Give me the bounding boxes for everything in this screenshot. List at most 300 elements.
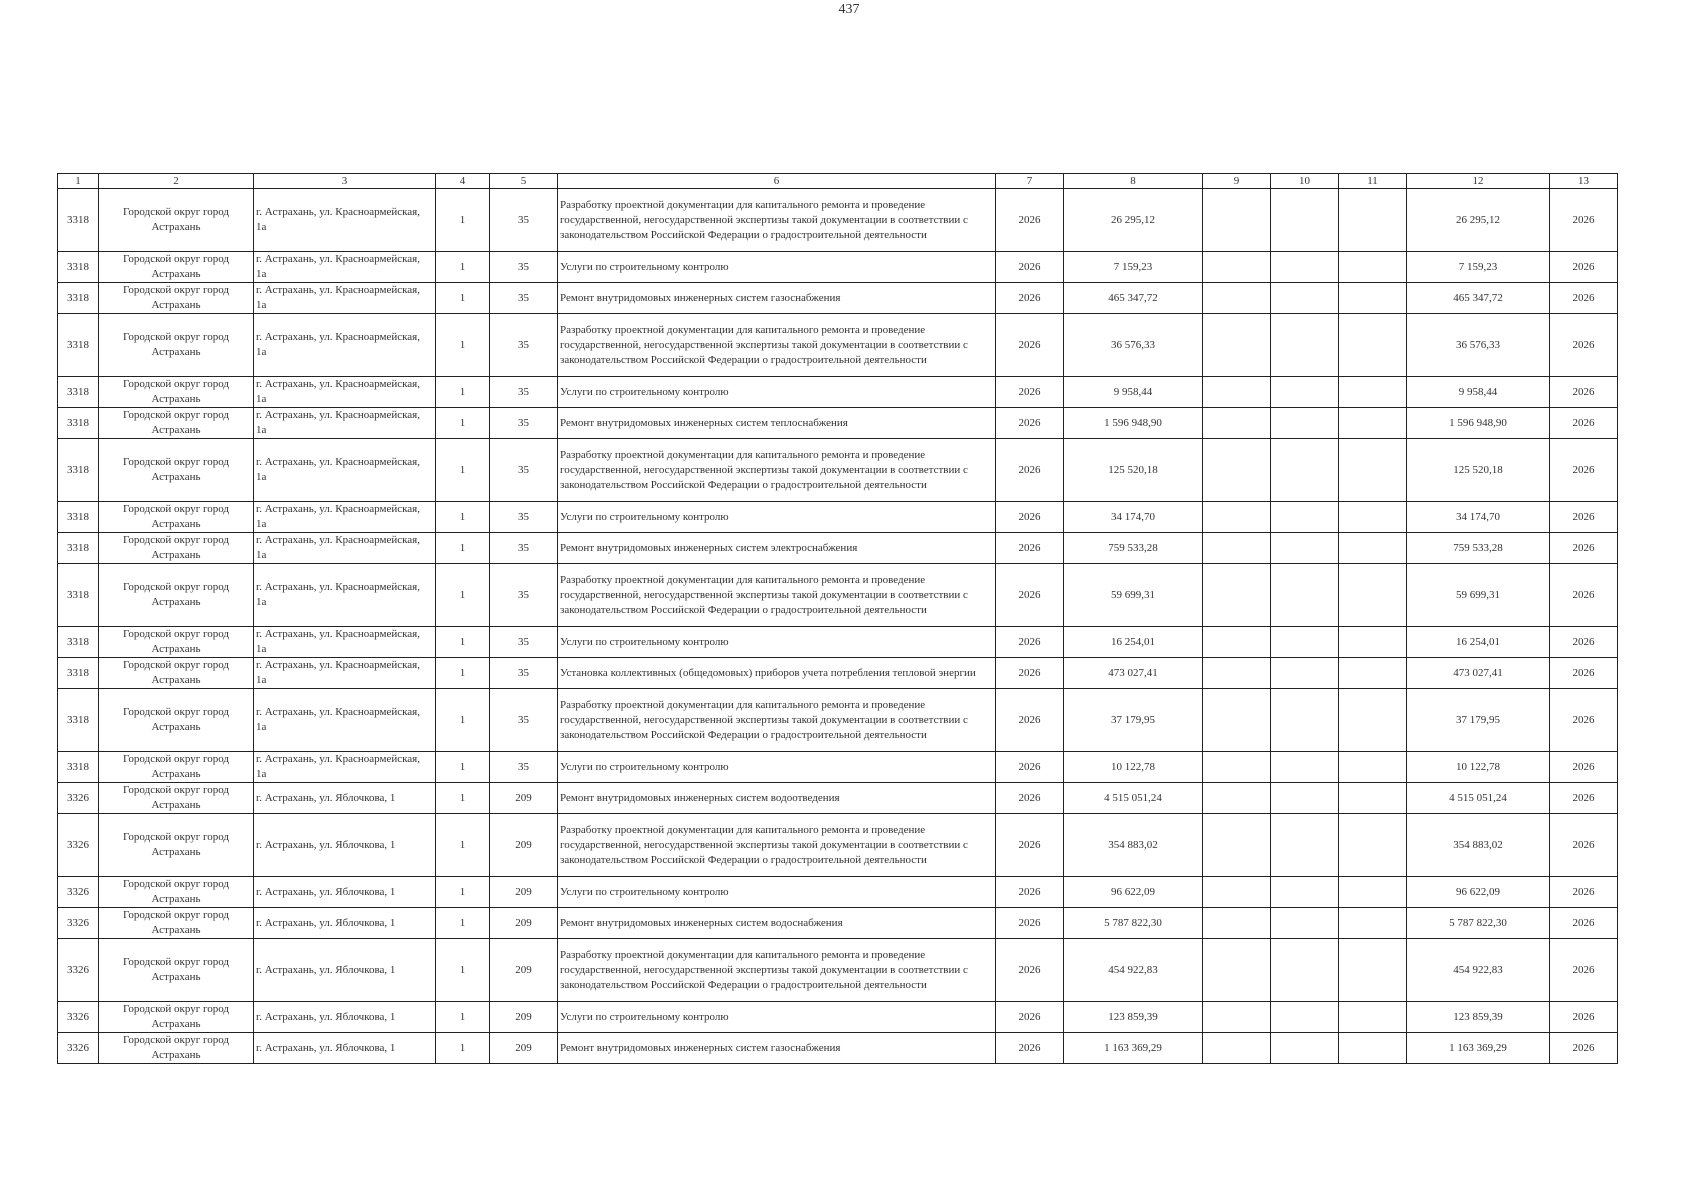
cell-end-year: 2026	[1550, 752, 1618, 783]
cell-address: г. Астрахань, ул. Яблочкова, 1	[254, 877, 436, 908]
cell-total-cost: 96 622,09	[1407, 877, 1550, 908]
column-header-7: 7	[996, 174, 1064, 189]
cell-col10	[1271, 252, 1339, 283]
cell-work-type: Услуги по строительному контролю	[558, 627, 996, 658]
cell-year: 2026	[996, 783, 1064, 814]
cell-work-type: Разработку проектной документации для капитального ремонта и проведение государственной, негосударственной экспертизы такой документации в соответствии с законодательством Российской Федерации о градостроительной деятельности	[558, 814, 996, 877]
cell-col9	[1203, 252, 1271, 283]
cell-col4: 1	[436, 439, 490, 502]
cell-end-year: 2026	[1550, 689, 1618, 752]
cell-col11	[1339, 908, 1407, 939]
cell-col5: 209	[490, 877, 558, 908]
cell-col11	[1339, 658, 1407, 689]
cell-col5: 35	[490, 533, 558, 564]
cell-work-type: Разработку проектной документации для капитального ремонта и проведение государственной, негосударственной экспертизы такой документации в соответствии с законодательством Российской Федерации о градостроительной деятельности	[558, 314, 996, 377]
cell-year: 2026	[996, 877, 1064, 908]
cell-work-type: Услуги по строительному контролю	[558, 752, 996, 783]
cell-total-cost: 1 163 369,29	[1407, 1033, 1550, 1064]
cell-col5: 209	[490, 908, 558, 939]
cell-cost: 354 883,02	[1064, 814, 1203, 877]
cell-work-type: Разработку проектной документации для капитального ремонта и проведение государственной, негосударственной экспертизы такой документации в соответствии с законодательством Российской Федерации о градостроительной деятельности	[558, 189, 996, 252]
cell-total-cost: 26 295,12	[1407, 189, 1550, 252]
table-header	[58, 174, 1618, 189]
cell-cost: 473 027,41	[1064, 658, 1203, 689]
cell-id: 3318	[58, 408, 99, 439]
cell-col5: 35	[490, 689, 558, 752]
cell-cost: 5 787 822,30	[1064, 908, 1203, 939]
column-header-13: 13	[1550, 174, 1618, 189]
cell-col10	[1271, 314, 1339, 377]
cell-total-cost: 16 254,01	[1407, 627, 1550, 658]
cell-col9	[1203, 189, 1271, 252]
cell-municipality: Городской округ город Астрахань	[99, 1033, 254, 1064]
cell-cost: 10 122,78	[1064, 752, 1203, 783]
cell-cost: 96 622,09	[1064, 877, 1203, 908]
cell-cost: 454 922,83	[1064, 939, 1203, 1002]
header-row	[58, 174, 1618, 189]
cell-col11	[1339, 814, 1407, 877]
cell-total-cost: 34 174,70	[1407, 502, 1550, 533]
cell-col4: 1	[436, 752, 490, 783]
cell-col10	[1271, 533, 1339, 564]
cell-total-cost: 4 515 051,24	[1407, 783, 1550, 814]
cell-cost: 4 515 051,24	[1064, 783, 1203, 814]
cell-col5: 209	[490, 1033, 558, 1064]
cell-total-cost: 454 922,83	[1407, 939, 1550, 1002]
cell-year: 2026	[996, 939, 1064, 1002]
cell-col10	[1271, 814, 1339, 877]
cell-col5: 209	[490, 1002, 558, 1033]
cell-year: 2026	[996, 627, 1064, 658]
cell-col4: 1	[436, 627, 490, 658]
cell-col4: 1	[436, 283, 490, 314]
cell-end-year: 2026	[1550, 189, 1618, 252]
cell-col4: 1	[436, 533, 490, 564]
cell-col4: 1	[436, 689, 490, 752]
table-row	[58, 1002, 1618, 1033]
cell-work-type: Услуги по строительному контролю	[558, 1002, 996, 1033]
cell-municipality: Городской округ город Астрахань	[99, 314, 254, 377]
cell-col10	[1271, 1033, 1339, 1064]
cell-col4: 1	[436, 189, 490, 252]
cell-address: г. Астрахань, ул. Яблочкова, 1	[254, 908, 436, 939]
cell-year: 2026	[996, 752, 1064, 783]
cell-address: г. Астрахань, ул. Красноармейская, 1а	[254, 377, 436, 408]
cell-col9	[1203, 1002, 1271, 1033]
cell-col11	[1339, 564, 1407, 627]
cell-col11	[1339, 252, 1407, 283]
cell-cost: 9 958,44	[1064, 377, 1203, 408]
cell-cost: 465 347,72	[1064, 283, 1203, 314]
table-row	[58, 408, 1618, 439]
cell-total-cost: 354 883,02	[1407, 814, 1550, 877]
cell-col4: 1	[436, 908, 490, 939]
table-row	[58, 877, 1618, 908]
cell-col4: 1	[436, 408, 490, 439]
cell-year: 2026	[996, 314, 1064, 377]
cell-col5: 209	[490, 783, 558, 814]
cell-municipality: Городской округ город Астрахань	[99, 564, 254, 627]
cell-cost: 123 859,39	[1064, 1002, 1203, 1033]
cell-id: 3318	[58, 377, 99, 408]
cell-id: 3326	[58, 908, 99, 939]
cell-col9	[1203, 658, 1271, 689]
cell-id: 3318	[58, 283, 99, 314]
column-header-2: 2	[99, 174, 254, 189]
cell-col4: 1	[436, 877, 490, 908]
cell-end-year: 2026	[1550, 252, 1618, 283]
cell-col11	[1339, 877, 1407, 908]
cell-address: г. Астрахань, ул. Красноармейская, 1а	[254, 314, 436, 377]
cell-col4: 1	[436, 502, 490, 533]
cell-address: г. Астрахань, ул. Яблочкова, 1	[254, 783, 436, 814]
cell-id: 3318	[58, 658, 99, 689]
cell-work-type: Ремонт внутридомовых инженерных систем водоснабжения	[558, 908, 996, 939]
cell-col11	[1339, 189, 1407, 252]
cell-municipality: Городской округ город Астрахань	[99, 627, 254, 658]
cell-address: г. Астрахань, ул. Яблочкова, 1	[254, 939, 436, 1002]
cell-col9	[1203, 564, 1271, 627]
cell-col9	[1203, 408, 1271, 439]
cell-col5: 35	[490, 283, 558, 314]
cell-end-year: 2026	[1550, 658, 1618, 689]
cell-year: 2026	[996, 283, 1064, 314]
cell-end-year: 2026	[1550, 1033, 1618, 1064]
cell-col10	[1271, 627, 1339, 658]
cell-id: 3318	[58, 314, 99, 377]
cell-address: г. Астрахань, ул. Красноармейская, 1а	[254, 627, 436, 658]
cell-id: 3318	[58, 439, 99, 502]
cell-col11	[1339, 408, 1407, 439]
cell-address: г. Астрахань, ул. Красноармейская, 1а	[254, 252, 436, 283]
cell-year: 2026	[996, 564, 1064, 627]
cell-col5: 35	[490, 658, 558, 689]
cell-end-year: 2026	[1550, 814, 1618, 877]
cell-end-year: 2026	[1550, 564, 1618, 627]
cell-id: 3326	[58, 814, 99, 877]
cell-total-cost: 9 958,44	[1407, 377, 1550, 408]
cell-total-cost: 473 027,41	[1407, 658, 1550, 689]
cell-municipality: Городской округ город Астрахань	[99, 908, 254, 939]
cell-col10	[1271, 439, 1339, 502]
cell-cost: 16 254,01	[1064, 627, 1203, 658]
cell-work-type: Услуги по строительному контролю	[558, 877, 996, 908]
cell-col9	[1203, 439, 1271, 502]
cell-col5: 35	[490, 752, 558, 783]
cell-col9	[1203, 533, 1271, 564]
cell-col11	[1339, 689, 1407, 752]
cell-work-type: Ремонт внутридомовых инженерных систем газоснабжения	[558, 283, 996, 314]
column-header-12: 12	[1407, 174, 1550, 189]
cell-total-cost: 125 520,18	[1407, 439, 1550, 502]
cell-col11	[1339, 1033, 1407, 1064]
cell-municipality: Городской округ город Астрахань	[99, 877, 254, 908]
cell-col11	[1339, 377, 1407, 408]
cell-municipality: Городской округ город Астрахань	[99, 783, 254, 814]
cell-work-type: Установка коллективных (общедомовых) приборов учета потребления тепловой энергии	[558, 658, 996, 689]
cell-col9	[1203, 783, 1271, 814]
cell-municipality: Городской округ город Астрахань	[99, 752, 254, 783]
cell-end-year: 2026	[1550, 877, 1618, 908]
cell-col10	[1271, 377, 1339, 408]
cell-col9	[1203, 502, 1271, 533]
cell-col10	[1271, 189, 1339, 252]
cell-col4: 1	[436, 377, 490, 408]
cell-year: 2026	[996, 377, 1064, 408]
cell-end-year: 2026	[1550, 939, 1618, 1002]
column-header-8: 8	[1064, 174, 1203, 189]
cell-municipality: Городской округ город Астрахань	[99, 377, 254, 408]
cell-municipality: Городской округ город Астрахань	[99, 1002, 254, 1033]
cell-work-type: Разработку проектной документации для капитального ремонта и проведение государственной, негосударственной экспертизы такой документации в соответствии с законодательством Российской Федерации о градостроительной деятельности	[558, 439, 996, 502]
cell-total-cost: 36 576,33	[1407, 314, 1550, 377]
cell-address: г. Астрахань, ул. Красноармейская, 1а	[254, 689, 436, 752]
table-row	[58, 689, 1618, 752]
cell-total-cost: 59 699,31	[1407, 564, 1550, 627]
cell-municipality: Городской округ город Астрахань	[99, 939, 254, 1002]
cell-address: г. Астрахань, ул. Красноармейская, 1а	[254, 502, 436, 533]
cell-col5: 35	[490, 314, 558, 377]
cell-end-year: 2026	[1550, 627, 1618, 658]
cell-col4: 1	[436, 939, 490, 1002]
cell-id: 3318	[58, 252, 99, 283]
cell-cost: 36 576,33	[1064, 314, 1203, 377]
cell-col11	[1339, 283, 1407, 314]
cell-col10	[1271, 1002, 1339, 1033]
table-row	[58, 814, 1618, 877]
cell-address: г. Астрахань, ул. Красноармейская, 1а	[254, 439, 436, 502]
cell-cost: 34 174,70	[1064, 502, 1203, 533]
table-row	[58, 533, 1618, 564]
cell-address: г. Астрахань, ул. Красноармейская, 1а	[254, 752, 436, 783]
cell-year: 2026	[996, 408, 1064, 439]
cell-municipality: Городской округ город Астрахань	[99, 814, 254, 877]
cell-year: 2026	[996, 1002, 1064, 1033]
cell-id: 3318	[58, 689, 99, 752]
table-row	[58, 564, 1618, 627]
cell-cost: 59 699,31	[1064, 564, 1203, 627]
cell-end-year: 2026	[1550, 783, 1618, 814]
cell-address: г. Астрахань, ул. Красноармейская, 1а	[254, 533, 436, 564]
cell-work-type: Разработку проектной документации для капитального ремонта и проведение государственной, негосударственной экспертизы такой документации в соответствии с законодательством Российской Федерации о градостроительной деятельности	[558, 689, 996, 752]
cell-end-year: 2026	[1550, 314, 1618, 377]
cell-id: 3318	[58, 752, 99, 783]
cell-col4: 1	[436, 564, 490, 627]
table-row	[58, 752, 1618, 783]
column-header-11: 11	[1339, 174, 1407, 189]
cell-year: 2026	[996, 533, 1064, 564]
cell-work-type: Разработку проектной документации для капитального ремонта и проведение государственной, негосударственной экспертизы такой документации в соответствии с законодательством Российской Федерации о градостроительной деятельности	[558, 564, 996, 627]
cell-col10	[1271, 908, 1339, 939]
cell-id: 3318	[58, 533, 99, 564]
cell-col11	[1339, 627, 1407, 658]
cell-col9	[1203, 377, 1271, 408]
cell-work-type: Ремонт внутридомовых инженерных систем водоотведения	[558, 783, 996, 814]
cell-address: г. Астрахань, ул. Красноармейская, 1а	[254, 189, 436, 252]
cell-cost: 26 295,12	[1064, 189, 1203, 252]
table-row	[58, 783, 1618, 814]
cell-col5: 35	[490, 377, 558, 408]
cell-col9	[1203, 689, 1271, 752]
cell-address: г. Астрахань, ул. Яблочкова, 1	[254, 814, 436, 877]
cell-col10	[1271, 408, 1339, 439]
cell-end-year: 2026	[1550, 439, 1618, 502]
cell-end-year: 2026	[1550, 1002, 1618, 1033]
cell-col5: 35	[490, 189, 558, 252]
cell-col5: 35	[490, 502, 558, 533]
cell-total-cost: 759 533,28	[1407, 533, 1550, 564]
cell-year: 2026	[996, 1033, 1064, 1064]
table-row	[58, 908, 1618, 939]
cell-work-type: Ремонт внутридомовых инженерных систем теплоснабжения	[558, 408, 996, 439]
cell-end-year: 2026	[1550, 502, 1618, 533]
cell-work-type: Услуги по строительному контролю	[558, 377, 996, 408]
cell-year: 2026	[996, 189, 1064, 252]
cell-col10	[1271, 752, 1339, 783]
cell-cost: 1 163 369,29	[1064, 1033, 1203, 1064]
cell-id: 3326	[58, 877, 99, 908]
cell-col4: 1	[436, 658, 490, 689]
column-header-1: 1	[58, 174, 99, 189]
cell-col10	[1271, 283, 1339, 314]
cell-municipality: Городской округ город Астрахань	[99, 689, 254, 752]
cell-cost: 37 179,95	[1064, 689, 1203, 752]
cell-year: 2026	[996, 658, 1064, 689]
table-row	[58, 314, 1618, 377]
cell-end-year: 2026	[1550, 908, 1618, 939]
table-row	[58, 502, 1618, 533]
cell-col4: 1	[436, 314, 490, 377]
table-row	[58, 439, 1618, 502]
table-body	[58, 189, 1618, 1064]
cell-address: г. Астрахань, ул. Яблочкова, 1	[254, 1033, 436, 1064]
cell-id: 3318	[58, 189, 99, 252]
cell-total-cost: 465 347,72	[1407, 283, 1550, 314]
cell-col9	[1203, 1033, 1271, 1064]
cell-col5: 35	[490, 408, 558, 439]
cell-id: 3318	[58, 627, 99, 658]
page-number: 437	[838, 2, 860, 17]
cell-cost: 1 596 948,90	[1064, 408, 1203, 439]
cell-year: 2026	[996, 439, 1064, 502]
cell-col5: 209	[490, 939, 558, 1002]
cell-municipality: Городской округ город Астрахань	[99, 408, 254, 439]
cell-col9	[1203, 314, 1271, 377]
cell-address: г. Астрахань, ул. Яблочкова, 1	[254, 1002, 436, 1033]
cell-end-year: 2026	[1550, 533, 1618, 564]
cell-col10	[1271, 564, 1339, 627]
cell-municipality: Городской округ город Астрахань	[99, 658, 254, 689]
table-row	[58, 658, 1618, 689]
cell-id: 3326	[58, 1002, 99, 1033]
cell-work-type: Ремонт внутридомовых инженерных систем электроснабжения	[558, 533, 996, 564]
cell-year: 2026	[996, 502, 1064, 533]
capital-repair-table	[57, 173, 1618, 1064]
table-row	[58, 377, 1618, 408]
column-header-4: 4	[436, 174, 490, 189]
cell-col11	[1339, 533, 1407, 564]
cell-col11	[1339, 314, 1407, 377]
cell-municipality: Городской округ город Астрахань	[99, 252, 254, 283]
cell-address: г. Астрахань, ул. Красноармейская, 1а	[254, 564, 436, 627]
table-row	[58, 283, 1618, 314]
cell-total-cost: 37 179,95	[1407, 689, 1550, 752]
cell-id: 3318	[58, 564, 99, 627]
cell-work-type: Услуги по строительному контролю	[558, 502, 996, 533]
cell-year: 2026	[996, 908, 1064, 939]
cell-cost: 759 533,28	[1064, 533, 1203, 564]
cell-end-year: 2026	[1550, 377, 1618, 408]
table-row	[58, 252, 1618, 283]
cell-end-year: 2026	[1550, 283, 1618, 314]
cell-col4: 1	[436, 814, 490, 877]
cell-col9	[1203, 752, 1271, 783]
cell-col11	[1339, 939, 1407, 1002]
cell-col11	[1339, 1002, 1407, 1033]
cell-total-cost: 7 159,23	[1407, 252, 1550, 283]
cell-col11	[1339, 439, 1407, 502]
cell-cost: 125 520,18	[1064, 439, 1203, 502]
column-header-9: 9	[1203, 174, 1271, 189]
cell-col5: 35	[490, 439, 558, 502]
cell-col5: 35	[490, 627, 558, 658]
table-row	[58, 189, 1618, 252]
cell-end-year: 2026	[1550, 408, 1618, 439]
cell-total-cost: 5 787 822,30	[1407, 908, 1550, 939]
column-header-5: 5	[490, 174, 558, 189]
cell-col5: 35	[490, 564, 558, 627]
cell-col11	[1339, 502, 1407, 533]
cell-col4: 1	[436, 783, 490, 814]
cell-total-cost: 123 859,39	[1407, 1002, 1550, 1033]
cell-col9	[1203, 814, 1271, 877]
cell-municipality: Городской округ город Астрахань	[99, 439, 254, 502]
cell-col11	[1339, 783, 1407, 814]
cell-municipality: Городской округ город Астрахань	[99, 502, 254, 533]
cell-col10	[1271, 939, 1339, 1002]
cell-work-type: Услуги по строительному контролю	[558, 252, 996, 283]
column-header-10: 10	[1271, 174, 1339, 189]
cell-col4: 1	[436, 1002, 490, 1033]
cell-id: 3326	[58, 783, 99, 814]
cell-col5: 35	[490, 252, 558, 283]
table-row	[58, 627, 1618, 658]
column-header-6: 6	[558, 174, 996, 189]
column-header-3: 3	[254, 174, 436, 189]
cell-col9	[1203, 283, 1271, 314]
cell-col10	[1271, 689, 1339, 752]
cell-work-type: Ремонт внутридомовых инженерных систем газоснабжения	[558, 1033, 996, 1064]
cell-year: 2026	[996, 252, 1064, 283]
cell-col5: 209	[490, 814, 558, 877]
cell-col9	[1203, 939, 1271, 1002]
cell-id: 3326	[58, 939, 99, 1002]
cell-col9	[1203, 627, 1271, 658]
cell-col4: 1	[436, 252, 490, 283]
cell-work-type: Разработку проектной документации для капитального ремонта и проведение государственной, негосударственной экспертизы такой документации в соответствии с законодательством Российской Федерации о градостроительной деятельности	[558, 939, 996, 1002]
cell-address: г. Астрахань, ул. Красноармейская, 1а	[254, 283, 436, 314]
cell-col9	[1203, 877, 1271, 908]
cell-municipality: Городской округ город Астрахань	[99, 533, 254, 564]
cell-address: г. Астрахань, ул. Красноармейская, 1а	[254, 658, 436, 689]
cell-year: 2026	[996, 689, 1064, 752]
cell-col10	[1271, 783, 1339, 814]
cell-municipality: Городской округ город Астрахань	[99, 189, 254, 252]
cell-total-cost: 1 596 948,90	[1407, 408, 1550, 439]
cell-col10	[1271, 877, 1339, 908]
cell-id: 3318	[58, 502, 99, 533]
cell-year: 2026	[996, 814, 1064, 877]
